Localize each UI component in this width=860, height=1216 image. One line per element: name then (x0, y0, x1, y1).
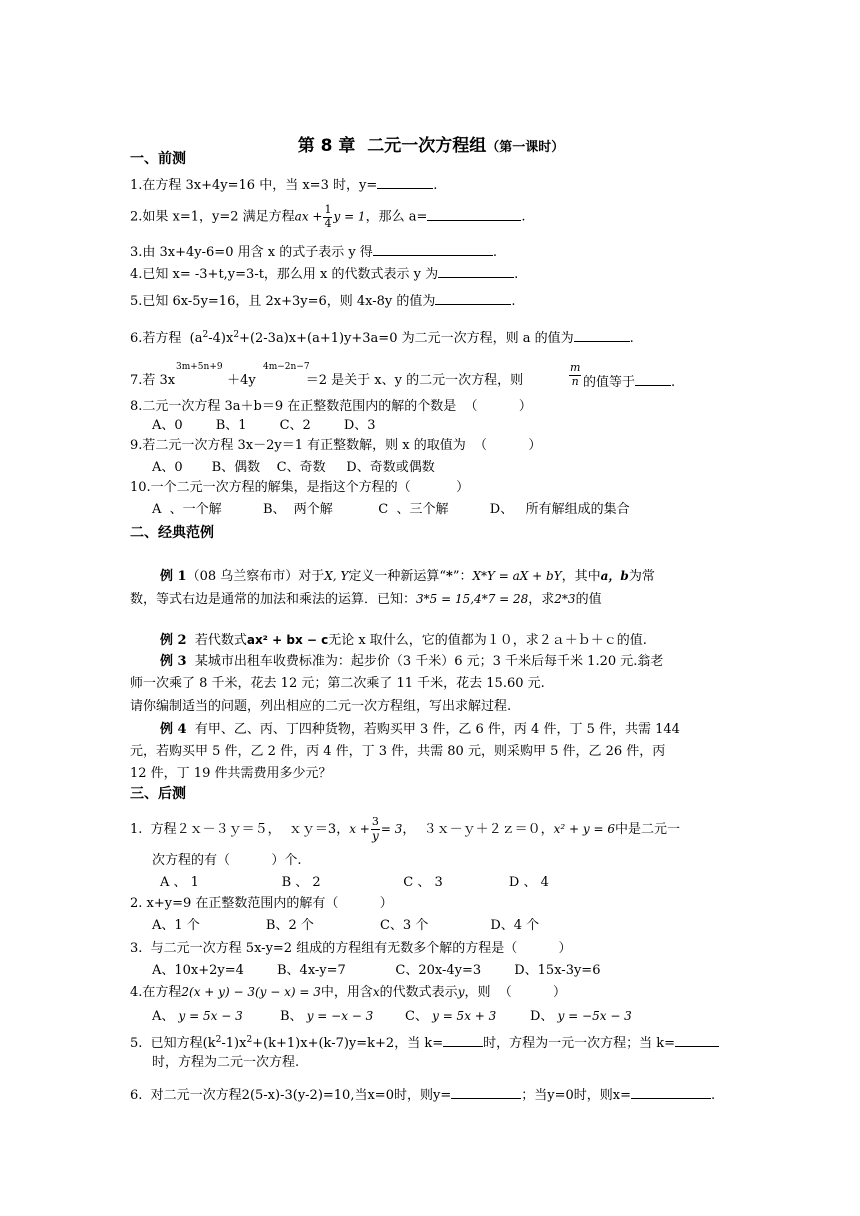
pre-question-10-options: A 、一个解 B、 两个解 C 、三个解 D、 所有解组成的集合 (152, 502, 630, 517)
pre-question-9: 9.若二元一次方程 3x－2y＝1 有正整数解，则 x 的取值为 （ ） (130, 438, 542, 453)
pre-question-4: 4.已知 x= -3+t,y=3-t，那么用 x 的代数式表示 y 为 . (130, 267, 519, 282)
example-4-line-1: 例 4 有甲、乙、丙、丁四种货物，若购买甲 3 件，乙 6 件，丙 4 件，丁 5 件，共需 144 (160, 722, 680, 737)
answer-blank (438, 266, 514, 278)
section-heading-examples: 二、经典范例 (130, 525, 214, 541)
example-2: 例 2 若代数式ax² + bx − c无论 x 取什么，它的值都为１０，求２ａ＋ｂ＋ｃ的值. (160, 633, 647, 648)
fraction: $\frac{1}{4}$ (324, 203, 332, 230)
answer-blank (377, 177, 433, 189)
post-question-5-line-2: 时，方程为二元一次方程. (152, 1055, 300, 1070)
answer-blank (373, 244, 493, 256)
pre-question-7-tail: 的值等于 . (583, 375, 676, 390)
pre-question-6: 6.若方程 $(a^2-4)x^2+(2-3a)x+(a+1)y+3a=0$ 为二元一次方程，则 a 的值为 . (130, 330, 634, 346)
post-question-4-option-d: D、 y = −5x − 3 (530, 1009, 632, 1024)
pre-question-2: 2.如果 x=1，y=2 满足方程ax + $\frac{1}{4}$ y = 1，那么 a= . (130, 203, 526, 230)
title-sub: （第一课时） (486, 140, 565, 155)
fraction: $\frac{3}{y}$ (371, 815, 379, 843)
title-main: 第 8 章 二元一次方程组 (297, 136, 487, 156)
answer-blank (443, 1035, 483, 1047)
example-3-line-1: 例 3 某城市出租车收费标准为：起步价（3 千米）6 元；3 千米后每千米 1.20 元.翁老 (160, 654, 664, 669)
answer-blank (435, 293, 511, 305)
pre-question-8: 8.二元一次方程 3a＋b＝9 在正整数范围内的解的个数是 （ ） (130, 399, 532, 414)
pre-question-1: 1.在方程 3x+4y=16 中，当 x=3 时，y= . (130, 178, 438, 193)
post-question-4-option-a: A、 y = 5x − 3 (152, 1009, 243, 1024)
post-question-1-line-2: 次方程的有（ ）个. (152, 853, 302, 868)
pre-question-3: 3.由 3x+4y-6=0 用含 x 的式子表示 y 得 . (130, 245, 497, 260)
example-1-line-1: 例 1（08 乌兰察布市）对于X, Y定义一种新运算“*”：X*Y = aX + bY，其中a，b为常 (160, 569, 655, 584)
example-1-line-2: 数，等式右边是通常的加法和乘法的运算．已知：3*5 = 15,4*7 = 28，求2*3的值 (130, 592, 602, 607)
example-3-line-3: 请你编制适当的问题，列出相应的二元一次方程组，写出求解过程. (130, 699, 512, 714)
post-question-6: 6. 对二元一次方程2(5-x)-3(y-2)=10,当x=0时，则y= ；当y=0时，则x= . (130, 1088, 716, 1103)
post-question-5: 5. 已知方程$(k^2-1)x^2+(k+1)x+(k-7)y=k+2$，当 k= 时，方程为一元一次方程；当 k= (130, 1035, 719, 1050)
pre-question-7-exponent-2: 4m−2n−7 (263, 362, 310, 372)
post-question-1-options: A 、 1 B 、 2 C 、 3 D 、 4 (160, 875, 549, 890)
answer-blank (631, 1087, 711, 1099)
section-heading-post: 三、后测 (130, 786, 186, 802)
pre-question-7: 7.若 3x ＋4y ＝2 是关于 x、y 的二元一次方程，则 (130, 373, 524, 388)
post-question-4-option-b: B、 y = −x − 3 (280, 1009, 374, 1024)
pre-question-5: 5.已知 6x-5y=16，且 2x+3y=6，则 4x-8y 的值为 . (130, 294, 516, 309)
post-question-4: 4.在方程2(x + y) − 3(y − x) = 3中，用含x的代数式表示y，则 （ ） (130, 985, 567, 1000)
post-question-1: 1. 方程２ｘ－３ｙ＝５， ｘｙ＝3，x + $\frac{3}{y}$ = 3， ３ｘ－ｙ＋２ｚ＝０，x² + y = 6中是二元一 (130, 815, 681, 843)
section-heading-pre: 一、前测 (130, 151, 186, 167)
page-title (274, 121, 564, 172)
post-question-2: 2. x+y=9 在正整数范围内的解有（ ） (130, 896, 393, 911)
pre-question-7-exponent-1: 3m+5n+9 (176, 362, 223, 372)
post-question-4-option-c: C、 y = 5x + 3 (405, 1009, 497, 1024)
answer-blank (574, 330, 630, 342)
answer-blank (427, 209, 521, 221)
answer-blank (635, 374, 671, 386)
post-question-3: 3. 与二元一次方程 5x-y=2 组成的方程组有无数多个解的方程是（ ） (130, 941, 572, 956)
pre-question-9-options: A、0 B、偶数 C、奇数 D、奇数或偶数 (152, 460, 435, 475)
pre-question-8-options: A、0 B、1 C、2 D、3 (152, 418, 376, 433)
answer-blank (451, 1087, 521, 1099)
post-question-2-options: A、1 个 B、2 个 C、3 个 D、4 个 (152, 918, 540, 933)
example-4-line-3: 12 件，丁 19 件共需费用多少元？ (130, 766, 332, 781)
pre-question-10: 10.一个二元一次方程的解集，是指这个方程的（ ） (130, 480, 470, 495)
post-question-3-options: A、10x+2y=4 B、4x-y=7 C、20x-4y=3 D、15x-3y=6 (152, 963, 601, 978)
example-4-line-2: 元，若购买甲 5 件，乙 2 件，丙 4 件，丁 3 件，共需 80 元，则采购甲 5 件，乙 26 件，丙 (130, 744, 666, 759)
example-3-line-2: 师一次乘了 8 千米，花去 12 元；第二次乘了 11 千米，花去 15.60 元. (130, 676, 545, 691)
answer-blank (675, 1035, 719, 1047)
pre-question-7-fraction: $\frac{m}{n}$ (570, 361, 581, 388)
